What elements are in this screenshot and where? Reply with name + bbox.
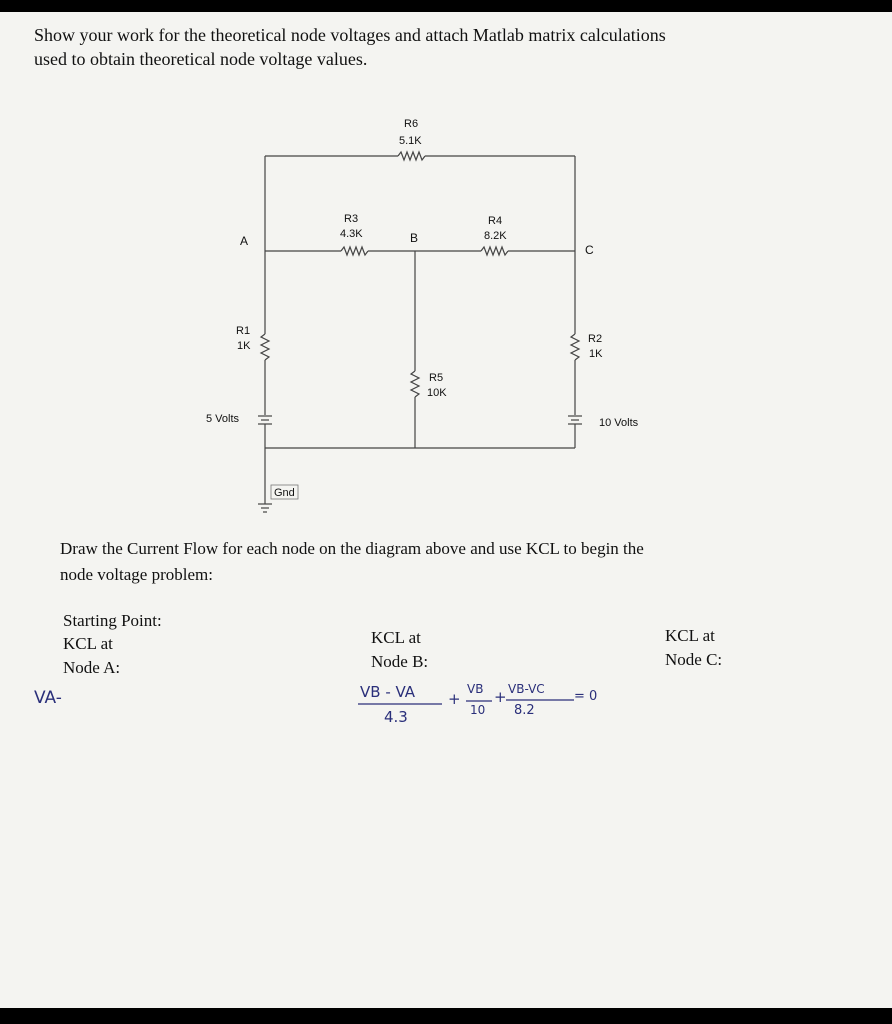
question-line-1: Draw the Current Flow for each node on the diagram above and use KCL to begin the <box>60 539 644 558</box>
handwritten-term2-numerator: VB <box>467 682 484 696</box>
node-a-label: A <box>240 234 249 248</box>
r4-value: 8.2K <box>484 230 507 242</box>
handwritten-equals-zero: = 0 <box>574 689 598 704</box>
kcl-b-line-2: Node B: <box>371 652 429 671</box>
node-c-label: C <box>585 243 594 257</box>
r5-name: R5 <box>429 372 444 384</box>
worksheet-paper <box>0 12 892 1008</box>
r4-resistor <box>481 247 508 255</box>
node-b-label: B <box>410 231 419 245</box>
question-line-2: node voltage problem: <box>60 565 213 584</box>
r3-value: 4.3K <box>340 228 363 240</box>
r6-value: 5.1K <box>399 135 422 147</box>
handwritten-plus-2: + <box>494 688 507 706</box>
r1-value: 1K <box>237 340 251 352</box>
handwritten-term1-denominator: 4.3 <box>384 708 408 726</box>
r1-name: R1 <box>236 325 251 337</box>
instruction-line-2: used to obtain theoretical node voltage values. <box>34 49 368 69</box>
handwritten-va: VA- <box>34 688 62 708</box>
kcl-c-line-2: Node C: <box>665 650 723 669</box>
r3-resistor <box>341 247 368 255</box>
r5-value: 10K <box>427 387 447 399</box>
handwritten-plus-1: + <box>448 690 461 708</box>
r1-resistor <box>261 334 269 360</box>
r4-name: R4 <box>488 215 503 227</box>
circuit-diagram <box>0 12 892 1008</box>
r2-value: 1K <box>589 348 603 360</box>
instruction-line-1: Show your work for the theoretical node voltages and attach Matlab matrix calculations <box>34 25 666 45</box>
starting-point-label: Starting Point: <box>63 611 162 630</box>
kcl-c-line-1: KCL at <box>665 626 715 645</box>
handwritten-term3-denominator: 8.2 <box>514 703 535 718</box>
r5-resistor <box>411 371 419 397</box>
r3-name: R3 <box>344 213 359 225</box>
handwritten-term3-numerator: VB-VC <box>508 682 545 696</box>
kcl-a-line-2: Node A: <box>63 658 121 677</box>
source-left-label: 5 Volts <box>206 413 240 425</box>
source-right-label: 10 Volts <box>599 417 639 429</box>
r6-name: R6 <box>404 118 419 130</box>
kcl-a-line-1: KCL at <box>63 634 113 653</box>
r2-resistor <box>571 334 579 360</box>
r6-resistor <box>398 152 425 160</box>
handwritten-term2-denominator: 10 <box>470 703 486 717</box>
ground-label: Gnd <box>274 487 295 499</box>
r2-name: R2 <box>588 333 603 345</box>
handwritten-term1-numerator: VB - VA <box>360 683 416 701</box>
kcl-b-line-1: KCL at <box>371 628 421 647</box>
